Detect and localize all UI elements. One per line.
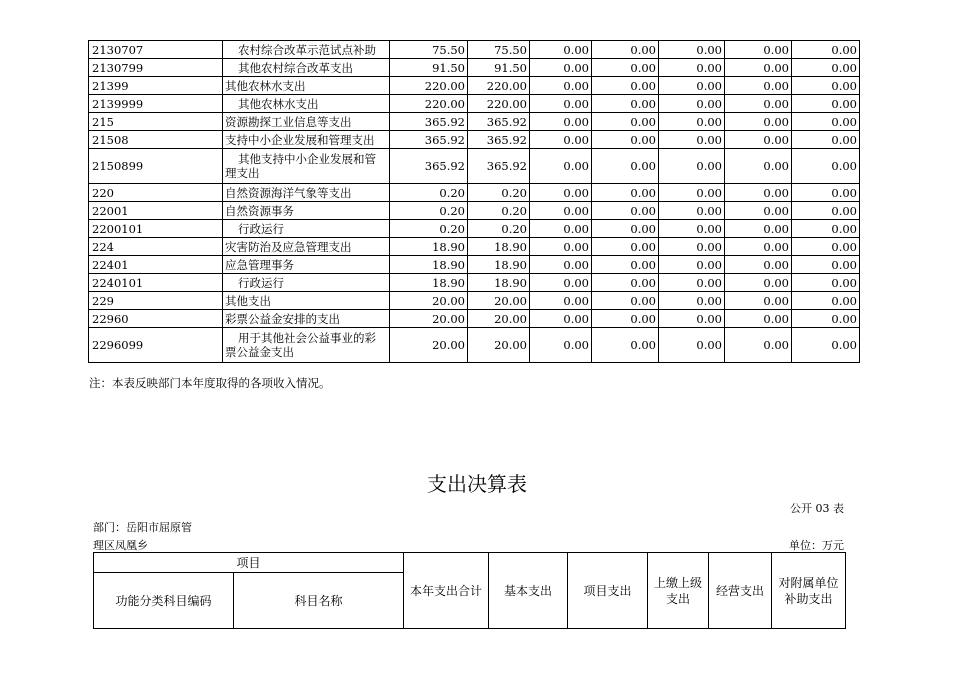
row-value: 20.00 [390, 310, 468, 328]
row-code: 21508 [89, 131, 223, 149]
row-value: 0.00 [725, 328, 792, 363]
table-row [89, 113, 860, 131]
row-code: 2139999 [89, 95, 223, 113]
row-code: 22001 [89, 202, 223, 220]
row-name: 行政运行 [223, 220, 390, 238]
row-value: 0.00 [792, 238, 860, 256]
row-value: 0.00 [792, 95, 860, 113]
row-value: 0.00 [725, 256, 792, 274]
table-row [89, 328, 860, 363]
table-row [89, 77, 860, 95]
row-value: 0.00 [592, 113, 659, 131]
row-value: 0.00 [530, 292, 592, 310]
row-value: 0.00 [659, 256, 725, 274]
table-row [89, 149, 860, 184]
row-code: 229 [89, 292, 223, 310]
table-note: 注：本表反映部门本年度取得的各项收入情况。 [89, 376, 331, 390]
row-value: 220.00 [390, 95, 468, 113]
row-value: 0.00 [725, 95, 792, 113]
row-value: 0.00 [592, 202, 659, 220]
row-value: 0.00 [592, 131, 659, 149]
row-value: 0.00 [530, 328, 592, 363]
row-value: 0.00 [592, 328, 659, 363]
row-value: 0.00 [725, 310, 792, 328]
row-value: 20.00 [468, 310, 530, 328]
header-item: 项目 [94, 553, 404, 573]
row-value: 91.50 [468, 59, 530, 77]
row-value: 18.90 [468, 256, 530, 274]
row-name: 其他农村综合改革支出 [223, 59, 390, 77]
form-number: 公开 03 表 [790, 502, 844, 515]
row-value: 0.00 [725, 41, 792, 59]
row-value: 0.00 [592, 310, 659, 328]
row-value: 0.00 [792, 59, 860, 77]
row-value: 0.00 [530, 41, 592, 59]
row-name: 资源勘探工业信息等支出 [223, 113, 390, 131]
row-name: 彩票公益金安排的支出 [223, 310, 390, 328]
row-value: 0.00 [592, 59, 659, 77]
row-value: 0.00 [725, 131, 792, 149]
row-value: 0.00 [659, 274, 725, 292]
row-value: 0.00 [725, 113, 792, 131]
row-value: 0.20 [468, 202, 530, 220]
row-value: 0.00 [725, 238, 792, 256]
row-code: 2130799 [89, 59, 223, 77]
row-name: 其他农林水支出 [223, 95, 390, 113]
row-value: 0.00 [592, 220, 659, 238]
row-value: 0.00 [530, 238, 592, 256]
row-value: 0.00 [530, 310, 592, 328]
row-value: 0.00 [725, 292, 792, 310]
row-code: 2150899 [89, 149, 223, 184]
table-row [89, 238, 860, 256]
row-value: 0.00 [792, 131, 860, 149]
row-value: 18.90 [468, 238, 530, 256]
row-name: 自然资源事务 [223, 202, 390, 220]
table-row [89, 274, 860, 292]
row-code: 220 [89, 184, 223, 202]
row-value: 75.50 [468, 41, 530, 59]
row-value: 0.20 [468, 184, 530, 202]
row-value: 0.00 [592, 41, 659, 59]
row-code: 21399 [89, 77, 223, 95]
expenditure-table-header [93, 552, 846, 629]
header-name: 科目名称 [234, 573, 404, 629]
row-value: 365.92 [390, 131, 468, 149]
row-value: 75.50 [390, 41, 468, 59]
income-table [88, 40, 860, 363]
row-value: 0.20 [468, 220, 530, 238]
row-value: 91.50 [390, 59, 468, 77]
row-value: 0.00 [725, 184, 792, 202]
row-value: 0.00 [792, 41, 860, 59]
row-value: 18.90 [390, 238, 468, 256]
row-value: 0.00 [530, 59, 592, 77]
table-row [89, 184, 860, 202]
table-row [89, 41, 860, 59]
row-value: 0.00 [530, 113, 592, 131]
header-remit: 上缴上级 支出 [648, 553, 709, 629]
row-value: 0.00 [592, 184, 659, 202]
row-value: 0.00 [792, 202, 860, 220]
row-value: 0.00 [530, 220, 592, 238]
row-value: 220.00 [468, 95, 530, 113]
row-value: 0.00 [725, 59, 792, 77]
row-value: 0.20 [390, 220, 468, 238]
row-code: 22401 [89, 256, 223, 274]
row-code: 215 [89, 113, 223, 131]
row-name: 灾害防治及应急管理支出 [223, 238, 390, 256]
row-value: 365.92 [468, 113, 530, 131]
row-name: 其他支持中小企业发展和管 理支出 [223, 149, 390, 184]
row-code: 224 [89, 238, 223, 256]
row-value: 0.00 [725, 77, 792, 95]
row-value: 18.90 [390, 256, 468, 274]
row-value: 20.00 [390, 292, 468, 310]
row-value: 0.00 [725, 202, 792, 220]
page-title: 支出决算表 [427, 472, 527, 496]
row-value: 0.00 [659, 41, 725, 59]
header-project: 项目支出 [568, 553, 648, 629]
row-value: 0.20 [390, 202, 468, 220]
row-value: 0.00 [792, 149, 860, 184]
row-name: 其他支出 [223, 292, 390, 310]
row-name: 应急管理事务 [223, 256, 390, 274]
header-basic: 基本支出 [489, 553, 568, 629]
department-label-cont: 理区凤凰乡 [93, 539, 148, 552]
row-value: 0.00 [659, 292, 725, 310]
row-value: 0.00 [792, 310, 860, 328]
row-value: 0.00 [659, 149, 725, 184]
row-value: 20.00 [390, 328, 468, 363]
row-value: 0.00 [792, 184, 860, 202]
row-value: 365.92 [390, 149, 468, 184]
row-value: 0.00 [659, 113, 725, 131]
row-value: 0.00 [530, 202, 592, 220]
row-value: 0.00 [659, 310, 725, 328]
header-code: 功能分类科目编码 [94, 573, 234, 629]
row-value: 365.92 [468, 131, 530, 149]
row-value: 0.00 [659, 202, 725, 220]
row-value: 0.00 [592, 77, 659, 95]
row-value: 0.00 [659, 59, 725, 77]
table-row [89, 292, 860, 310]
row-value: 0.00 [530, 184, 592, 202]
row-value: 0.00 [592, 149, 659, 184]
table-row [89, 131, 860, 149]
row-name: 其他农林水支出 [223, 77, 390, 95]
row-value: 0.00 [659, 131, 725, 149]
row-value: 0.00 [659, 184, 725, 202]
row-value: 0.00 [592, 274, 659, 292]
header-business: 经营支出 [709, 553, 772, 629]
table-row [89, 256, 860, 274]
row-code: 22960 [89, 310, 223, 328]
row-value: 0.00 [592, 238, 659, 256]
row-value: 0.00 [792, 113, 860, 131]
row-name: 用于其他社会公益事业的彩 票公益金支出 [223, 328, 390, 363]
row-value: 0.00 [725, 220, 792, 238]
row-value: 0.20 [390, 184, 468, 202]
row-value: 0.00 [659, 95, 725, 113]
row-name: 行政运行 [223, 274, 390, 292]
row-value: 0.00 [792, 274, 860, 292]
row-name: 农村综合改革示范试点补助 [223, 41, 390, 59]
row-value: 0.00 [659, 220, 725, 238]
row-value: 18.90 [468, 274, 530, 292]
row-value: 0.00 [659, 77, 725, 95]
header-total: 本年支出合计 [404, 553, 489, 629]
row-value: 0.00 [530, 131, 592, 149]
row-value: 0.00 [530, 95, 592, 113]
table-row [89, 95, 860, 113]
row-value: 0.00 [792, 328, 860, 363]
row-value: 20.00 [468, 292, 530, 310]
row-value: 0.00 [659, 238, 725, 256]
row-name: 自然资源海洋气象等支出 [223, 184, 390, 202]
table-row [89, 310, 860, 328]
department-label: 部门：岳阳市屈原管 [93, 521, 192, 534]
row-value: 20.00 [468, 328, 530, 363]
row-value: 0.00 [530, 77, 592, 95]
row-value: 18.90 [390, 274, 468, 292]
table-row [89, 59, 860, 77]
row-value: 365.92 [468, 149, 530, 184]
row-value: 0.00 [592, 292, 659, 310]
header-subsidy: 对附属单位 补助支出 [772, 553, 846, 629]
row-value: 0.00 [592, 256, 659, 274]
row-value: 220.00 [468, 77, 530, 95]
row-value: 0.00 [725, 149, 792, 184]
row-value: 0.00 [592, 95, 659, 113]
row-value: 0.00 [659, 328, 725, 363]
row-value: 0.00 [792, 77, 860, 95]
row-value: 0.00 [792, 256, 860, 274]
row-code: 2130707 [89, 41, 223, 59]
row-code: 2296099 [89, 328, 223, 363]
row-value: 0.00 [530, 149, 592, 184]
unit-label: 单位：万元 [789, 539, 844, 552]
row-name: 支持中小企业发展和管理支出 [223, 131, 390, 149]
row-value: 0.00 [530, 274, 592, 292]
row-code: 2200101 [89, 220, 223, 238]
row-value: 0.00 [792, 220, 860, 238]
row-value: 0.00 [792, 292, 860, 310]
row-value: 0.00 [530, 256, 592, 274]
row-value: 365.92 [390, 113, 468, 131]
row-code: 2240101 [89, 274, 223, 292]
table-row [89, 202, 860, 220]
row-value: 220.00 [390, 77, 468, 95]
row-value: 0.00 [725, 274, 792, 292]
table-row [89, 220, 860, 238]
